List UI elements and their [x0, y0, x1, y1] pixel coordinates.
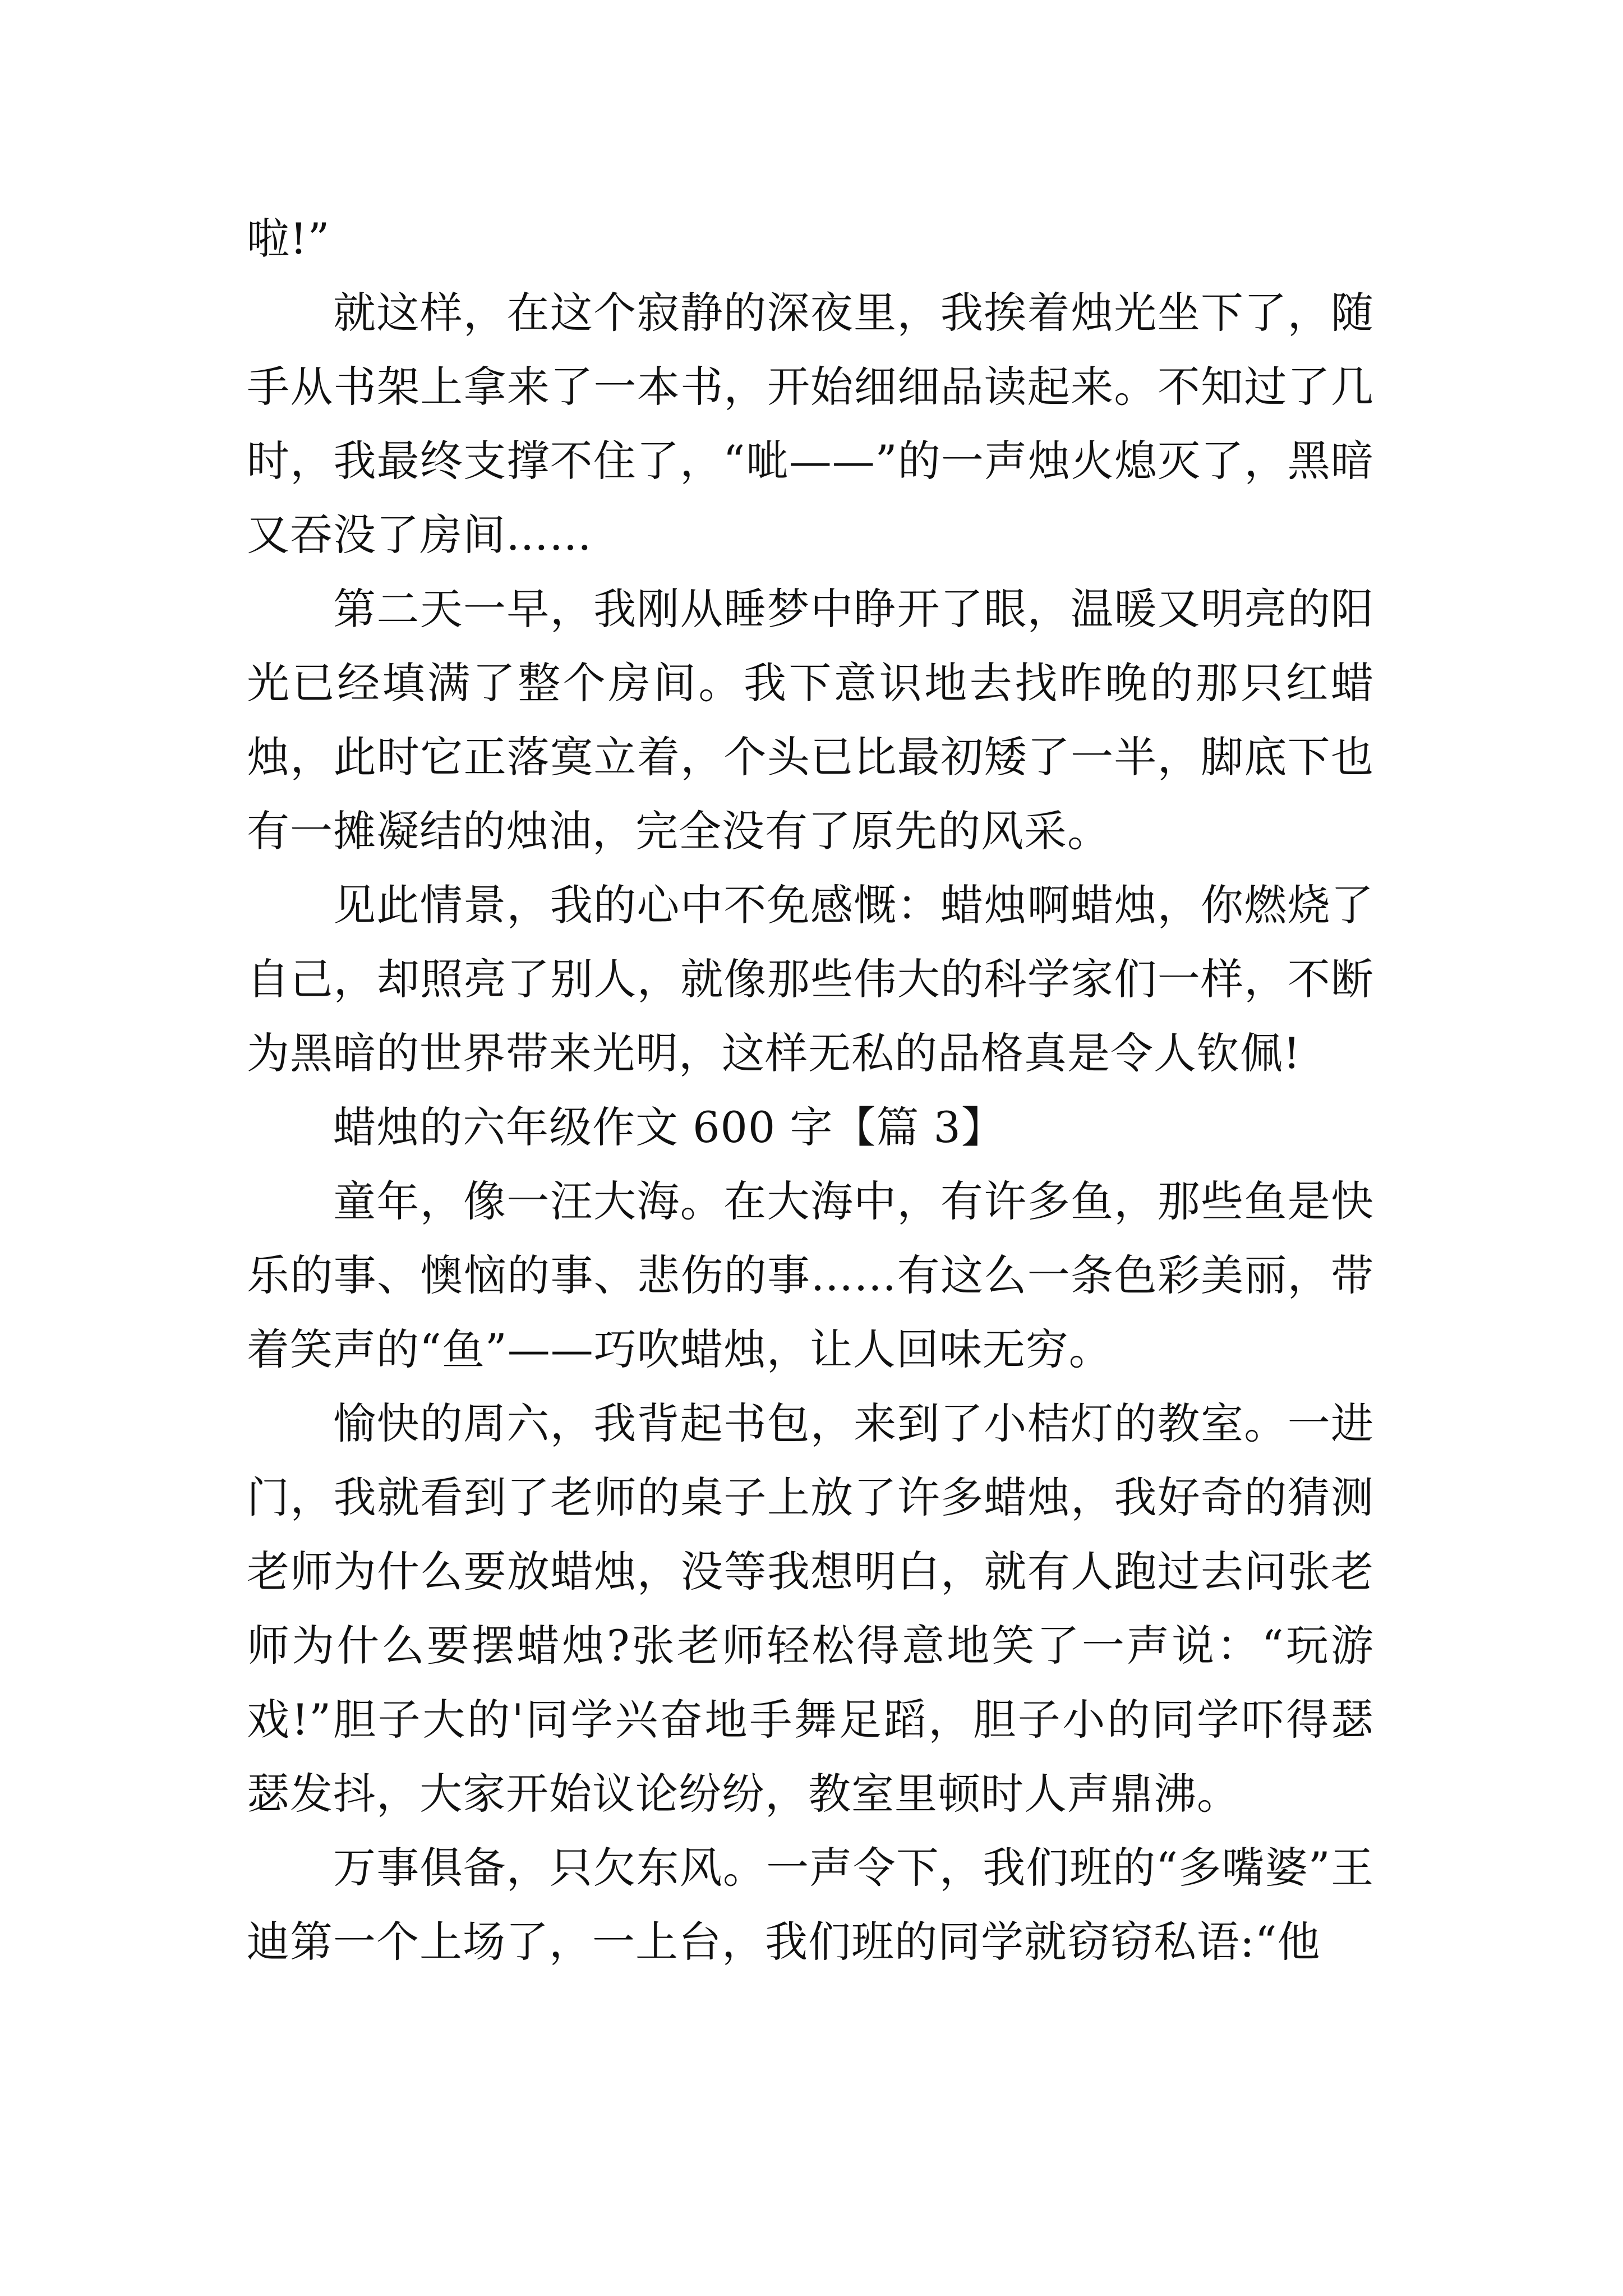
paragraph: 愉快的周六，我背起书包，来到了小桔灯的教室。一进门，我就看到了老师的桌子上放了许多蜡烛，我好奇的猜测老师为什么要放蜡烛，没等我想明白，就有人跑过去问张老师为什么要摆蜡烛?张老师轻松得意地笑了一声说：“玩游戏!”胆子大的'同学兴奋地手舞足蹈，胆子小的同学吓得瑟瑟发抖，大家开始议论纷纷，教室里顿时人声鼎沸。 [247, 1398, 1374, 1819]
paragraph: 第二天一早，我刚从睡梦中睁开了眼，温暖又明亮的阳光已经填满了整个房间。我下意识地去找昨晚的那只红蜡烛，此时它正落寞立着，个头已比最初矮了一半，脚底下也有一摊凝结的烛油，完全没有了原先的风采。 [247, 584, 1374, 856]
paragraph: 见此情景，我的心中不免感慨：蜡烛啊蜡烛，你燃烧了自己，却照亮了别人，就像那些伟大的科学家们一样，不断为黑暗的世界带来光明，这样无私的品格真是令人钦佩! [247, 880, 1374, 1078]
section-heading: 蜡烛的六年级作文 600 字【篇 3】 [333, 1102, 1004, 1152]
paragraph-continuation: 啦!” [247, 214, 330, 264]
paragraph: 万事俱备，只欠东风。一声令下，我们班的“多嘴婆”王迪第一个上场了，一上台，我们班的同学就窃窃私语:“他 [247, 1843, 1374, 1967]
paragraph: 就这样，在这个寂静的深夜里，我挨着烛光坐下了，随手从书架上拿来了一本书，开始细细品读起来。不知过了几时，我最终支撑不住了，“呲——”的一声烛火熄灭了，黑暗又吞没了房间…… [247, 288, 1374, 560]
document-body [247, 202, 1374, 1979]
paragraph: 童年，像一汪大海。在大海中，有许多鱼，那些鱼是快乐的事、懊恼的事、悲伤的事……有这么一条色彩美丽，带着笑声的“鱼”——巧吹蜡烛，让人回味无穷。 [247, 1176, 1374, 1374]
